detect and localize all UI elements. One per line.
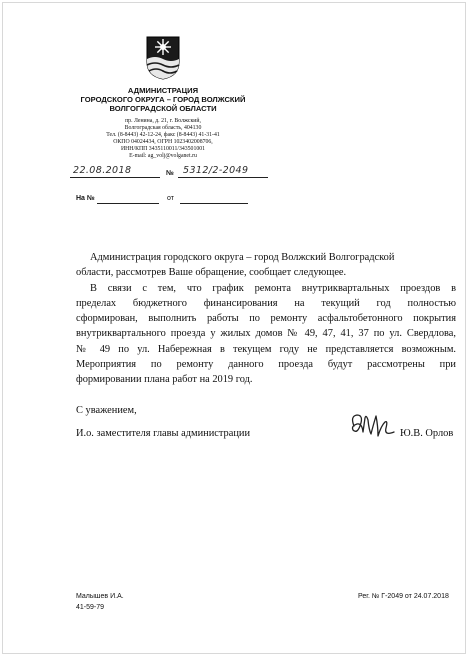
reference-number-label: На № — [76, 195, 95, 202]
signer-position: И.о. заместителя главы администрации — [76, 428, 251, 439]
address-line2: Волгоградская область, 404130 — [124, 125, 202, 131]
body-text-line: В связи с тем, что график ремонта внутриквартальных проездов в — [90, 283, 456, 294]
phone-fax-line: Тел. (8-8443) 42-12-24, факс (8-8443) 41-31-41 — [106, 132, 220, 138]
body-text-line: сформирован, выполнить работы по ремонту асфальтобетонного покрытия — [76, 313, 456, 324]
date-underline — [70, 177, 160, 178]
body-text-line: области, рассмотрев Ваше обращение, сообщает следующее. — [76, 267, 347, 278]
executor-name: Малышев И.А. — [76, 593, 124, 600]
address-line1: пр. Ленина, д. 21, г. Волжский, — [125, 118, 201, 124]
okpo-ogrn-line: ОКПО 04024434, ОГРН 1023402008706, — [113, 139, 213, 145]
body-text-line: № 49 по ул. Набережная в текущем году не представляется возможным. — [76, 344, 456, 355]
org-name-line3: ВОЛГОГРАДСКОЙ ОБЛАСТИ — [109, 104, 217, 113]
body-text-line: Администрация городского округа – город Волжский Волгоградской — [90, 252, 395, 263]
body-text-line: внутриквартального проезда у жилых домов № 49, 47, 41, 37 по ул. Свердлова, — [76, 328, 456, 339]
email-line: E-mail: ag_volj@volganet.ru — [129, 153, 197, 159]
executor-phone: 41-59-79 — [76, 604, 105, 611]
registration-reference: Рег. № Г-2049 от 24.07.2018 — [358, 593, 449, 600]
closing-regards: С уважением, — [76, 405, 137, 416]
org-name-line1: АДМИНИСТРАЦИЯ — [127, 86, 199, 95]
reference-date-underline — [180, 203, 248, 204]
org-name-line2: ГОРОДСКОГО ОКРУГА – ГОРОД ВОЛЖСКИЙ — [80, 95, 246, 104]
body-text-line: Мероприятия по ремонту данного проезда будут рассмотрены при — [76, 359, 456, 370]
reference-date-label: от — [167, 195, 174, 202]
body-text-line: пределах бюджетного финансирования на текущий год полностью — [76, 298, 456, 309]
body-text-line: формировании плана работ на 2019 год. — [76, 374, 253, 385]
signer-name: Ю.В. Орлов — [400, 428, 454, 439]
signature-icon — [348, 412, 396, 442]
outgoing-date: 22.08.2018 — [73, 165, 132, 176]
reference-number-underline — [97, 203, 159, 204]
coat-of-arms-icon — [146, 36, 180, 80]
outgoing-number: 5312/2-2049 — [183, 165, 249, 176]
inn-kpp-line: ИНН/КПП 3435110011/343501001 — [120, 146, 206, 152]
number-underline — [178, 177, 268, 178]
number-sign: № — [166, 170, 174, 177]
